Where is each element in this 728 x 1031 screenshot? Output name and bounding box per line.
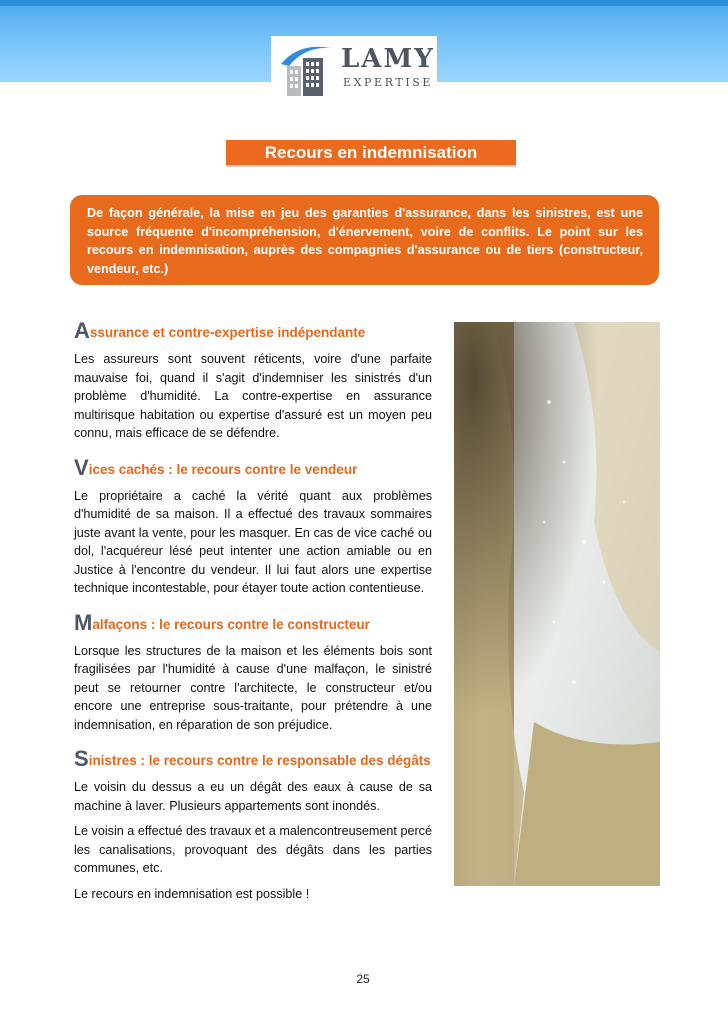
company-logo	[271, 36, 437, 100]
intro-text: De façon générale, la mise en jeu des garanties d'assurance, dans les sinistres, est une source fréquente d'incompréhension, d'énervement, voire de conflits. Le point sur les recours en indemnisation, auprès des compagnies d'assurance ou de tiers (constructeur, vendeur, etc.)	[87, 206, 643, 276]
section-heading-sinistres	[74, 748, 432, 772]
heading-text: ssurance et contre-expertise indépendante	[89, 325, 366, 340]
heading-initial: A	[74, 318, 90, 343]
logo-wordmark: LAMY	[341, 44, 435, 74]
section-heading-assurance	[74, 320, 432, 344]
logo-subtitle: EXPERTISE	[343, 76, 434, 89]
heading-text: inistres : le recours contre le responsable des dégâts	[88, 753, 431, 768]
page-number: 25	[356, 972, 370, 986]
mould-photo-image	[454, 322, 660, 886]
paragraph: Lorsque les structures de la maison et les éléments bois sont fragilisées par l'humidité à cause d'une malfaçon, le sinistré peut se retourner contre l'architecte, le constructeur et/ou encore une entreprise sous-traitante, pour prétendre à une indemnisation, en réparation de son préjudice.	[74, 643, 432, 732]
heading-text: alfaçons : le recours contre le constructeur	[92, 616, 370, 632]
page-title: Recours en indemnisation	[226, 140, 516, 165]
paragraph: Le voisin a effectué des travaux et a malencontreusement percé les canalisations, provoquant des dégâts dans les parties communes, etc.	[74, 824, 432, 875]
heading-initial: M	[74, 609, 93, 635]
section-heading-vices-caches	[74, 454, 432, 481]
heading-text: ices cachés : le recours contre le vendeur	[88, 461, 358, 477]
title-underline	[226, 165, 516, 167]
mould-photo	[454, 322, 660, 886]
heading-initial: S	[74, 746, 89, 771]
building-logo-icon	[275, 40, 335, 98]
section-heading-malfacons	[74, 609, 432, 636]
paragraph: Le recours en indemnisation est possible !	[74, 886, 310, 901]
intro-callout	[70, 195, 659, 285]
paragraph: Le propriétaire a caché la vérité quant aux problèmes d'humidité de sa maison. Il a effectué des travaux sommaires juste avant la vente, pour les masquer. En cas de vice caché ou dol, l'acquéreur lésé peut intenter une action amiable ou en Justice à l'encontre du vendeur. Il lui faut alors une expertise technique incontestable, pour étayer toute action contentieuse.	[74, 488, 432, 595]
heading-initial: V	[74, 454, 89, 480]
paragraph: Les assureurs sont souvent réticents, voire d'une parfaite mauvaise foi, quand il s'agit d'indemniser les sinistrés d'un problème d'humidité. La contre-expertise en assurance multirisque habitation ou expertise d'assuré est un moyen peu connu, mais efficace de se défendre.	[74, 352, 432, 440]
paragraph: Le voisin du dessus a eu un dégât des eaux à cause de sa machine à laver. Plusieurs appartements sont inondés.	[74, 780, 432, 813]
main-content	[74, 320, 432, 910]
